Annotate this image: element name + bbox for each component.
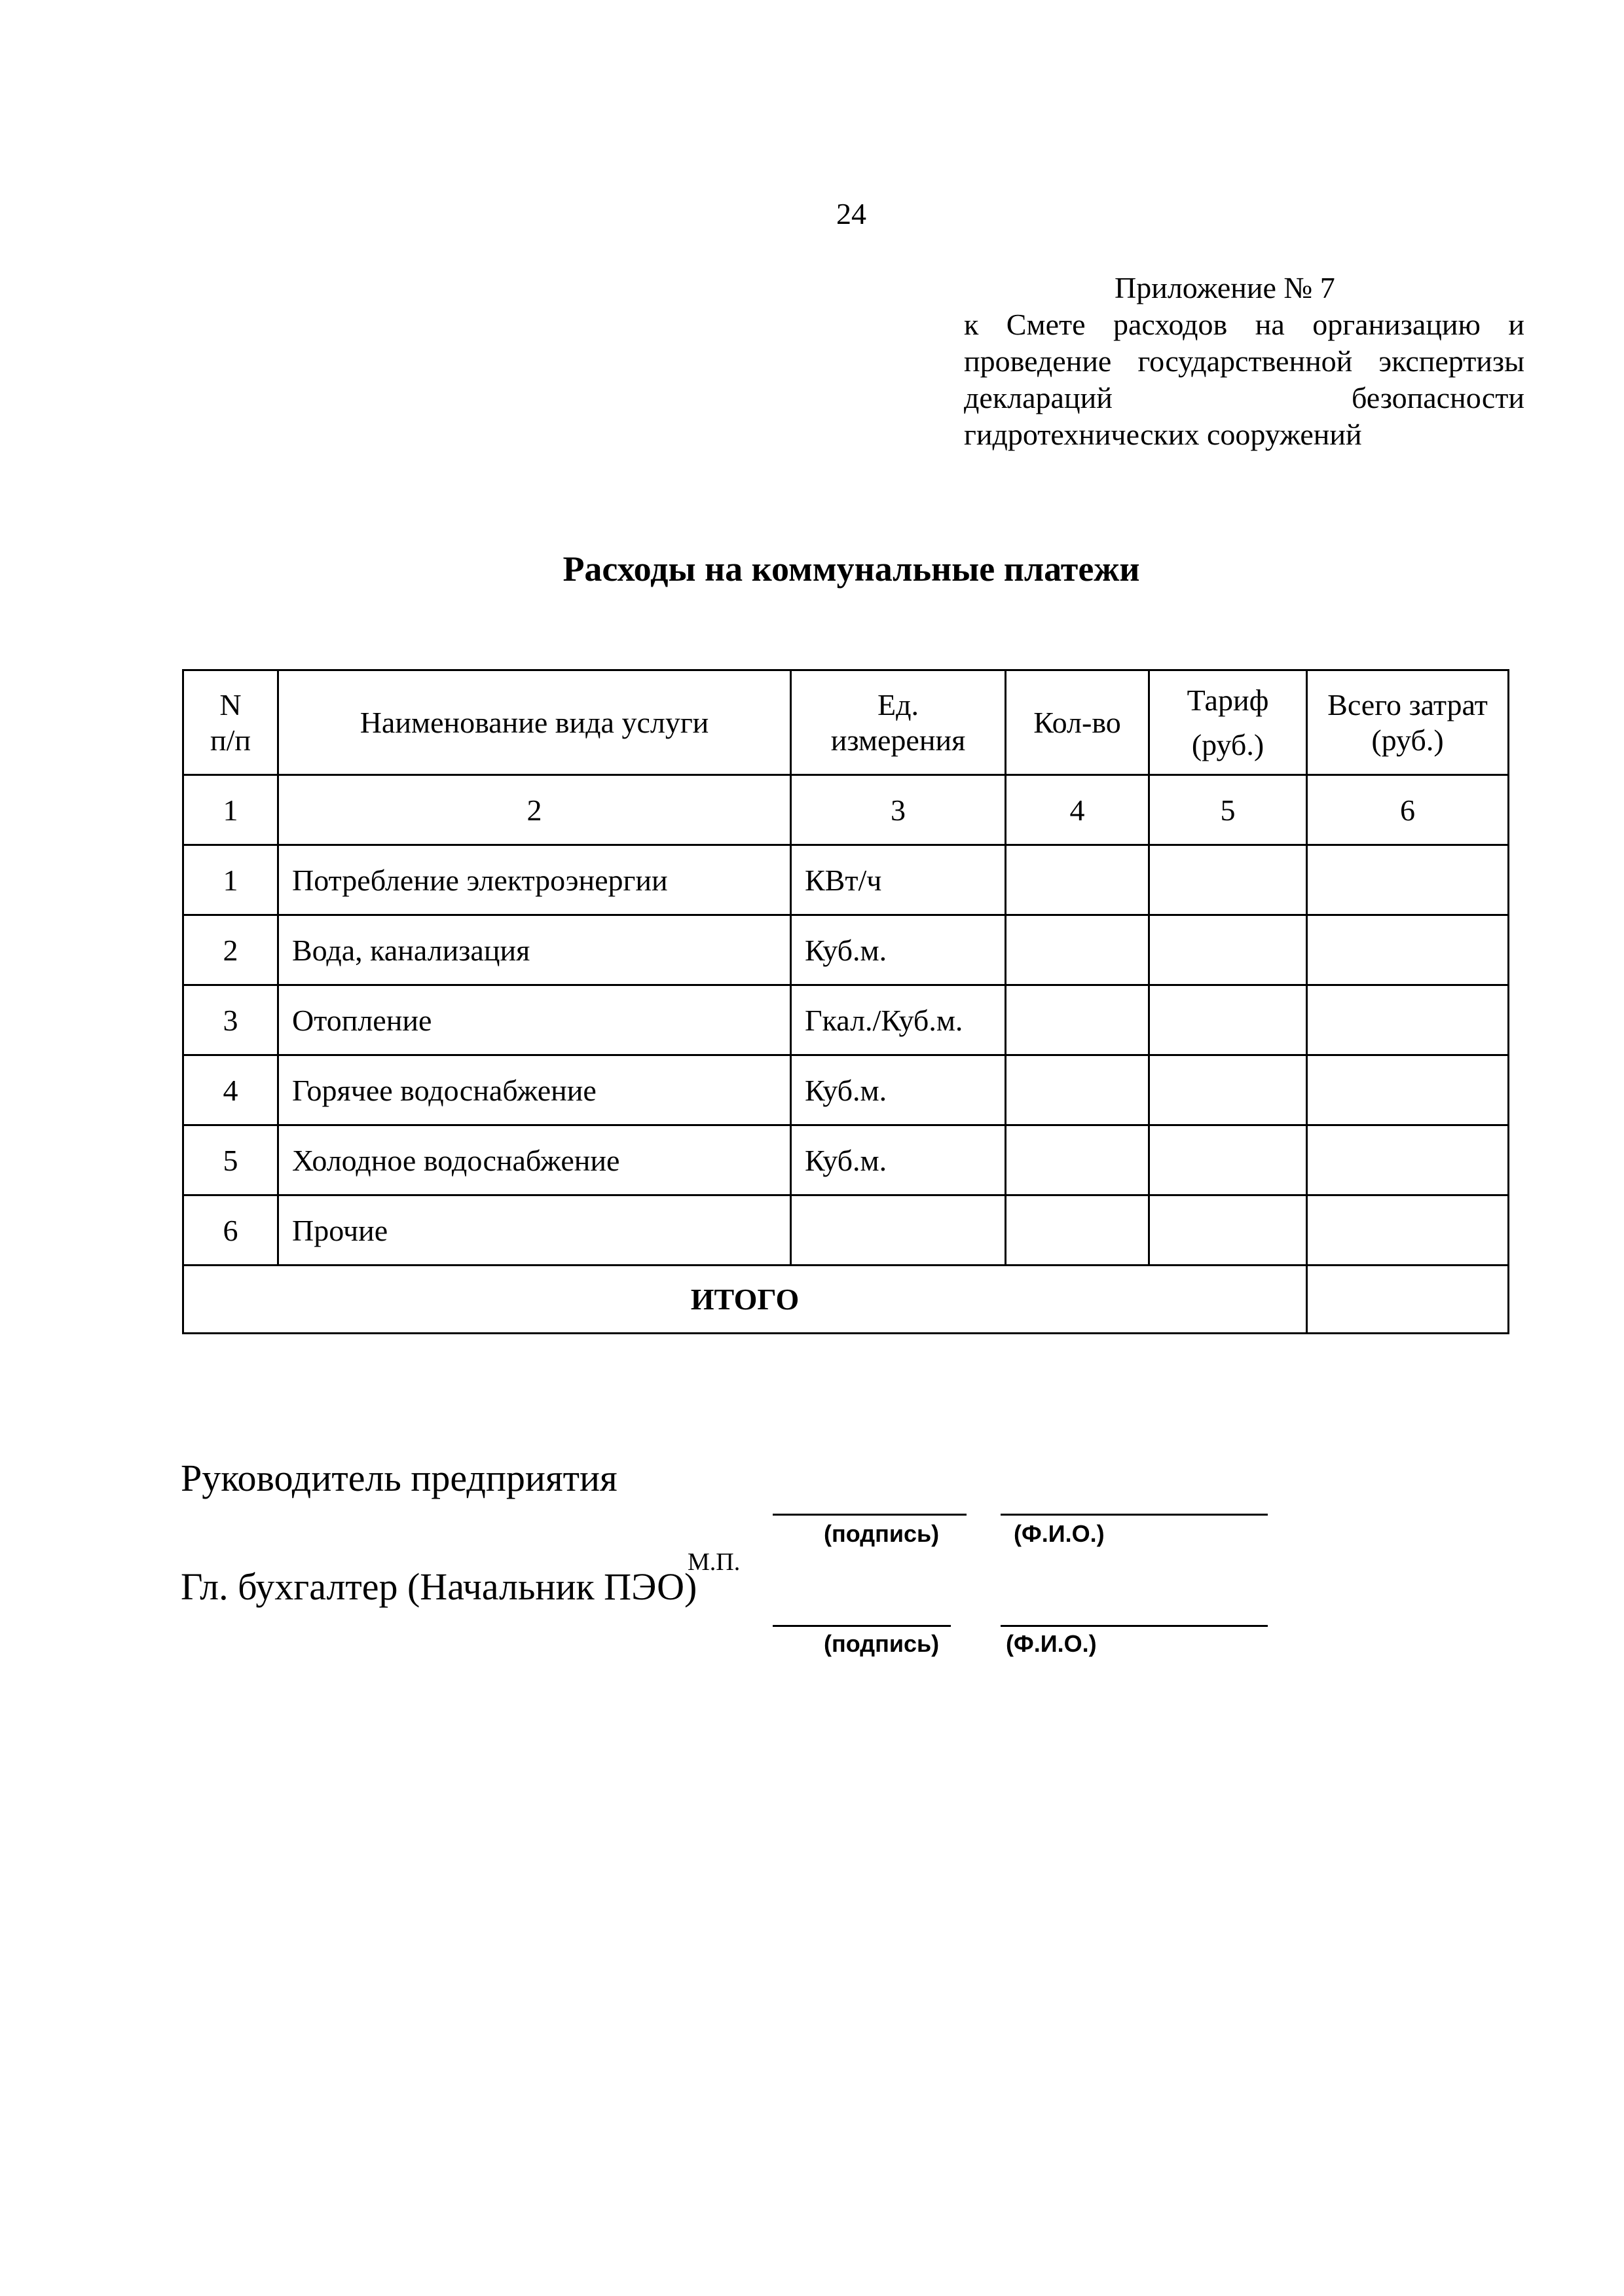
header-tariff (1149, 670, 1307, 775)
table-row (183, 1125, 1509, 1195)
table-row (183, 1055, 1509, 1125)
quantity-cell (1006, 915, 1149, 985)
unit-cell: Куб.м. (791, 915, 1006, 985)
row-number: 5 (183, 1125, 278, 1195)
table-row (183, 915, 1509, 985)
director-name-line (1001, 1514, 1268, 1516)
row-number: 6 (183, 1195, 278, 1266)
service-name: Отопление (278, 985, 791, 1055)
accountant-label: Гл. бухгалтер (Начальник ПЭО) (181, 1565, 697, 1608)
total-row (183, 1266, 1509, 1334)
unit-cell: КВт/ч (791, 845, 1006, 915)
header-total (1307, 670, 1509, 775)
quantity-cell (1006, 1195, 1149, 1266)
quantity-cell (1006, 1055, 1149, 1125)
unit-cell: Куб.м. (791, 1125, 1006, 1195)
header-number-line2: п/п (210, 723, 251, 757)
annex-line: проведение государственной экспертизы (964, 344, 1524, 378)
header-tariff-line2: (руб.) (1191, 727, 1264, 761)
row-number: 3 (183, 985, 278, 1055)
column-number: 1 (183, 775, 278, 845)
row-number: 2 (183, 915, 278, 985)
accountant-name-line (1001, 1625, 1268, 1627)
column-number: 6 (1307, 775, 1509, 845)
table-row (183, 985, 1509, 1055)
header-unit-line2: измерения (830, 723, 966, 757)
annex-line: к Смете расходов на организацию и (964, 308, 1524, 341)
service-name: Прочие (278, 1195, 791, 1266)
quantity-cell (1006, 985, 1149, 1055)
document-title: Расходы на коммунальные платежи (563, 549, 1140, 589)
table-row (183, 1195, 1509, 1266)
service-name: Потребление электроэнергии (278, 845, 791, 915)
header-total-line2: (руб.) (1371, 723, 1444, 757)
table-header-row (183, 670, 1509, 775)
director-label: Руководитель предприятия (181, 1457, 618, 1499)
total-cell (1307, 845, 1509, 915)
accountant-name-caption: (Ф.И.О.) (1006, 1630, 1097, 1657)
tariff-cell (1149, 915, 1307, 985)
column-number-row (183, 775, 1509, 845)
director-name-caption: (Ф.И.О.) (1014, 1520, 1105, 1547)
director-signature-caption: (подпись) (824, 1520, 940, 1547)
annex-line: гидротехнических сооружений (964, 418, 1362, 451)
expenses-table (182, 669, 1509, 1334)
accountant-signature-line (773, 1625, 951, 1627)
tariff-cell (1149, 845, 1307, 915)
grand-total-cell (1307, 1266, 1509, 1334)
service-name: Холодное водоснабжение (278, 1125, 791, 1195)
quantity-cell (1006, 1125, 1149, 1195)
quantity-cell (1006, 845, 1149, 915)
unit-cell: Куб.м. (791, 1055, 1006, 1125)
total-cell (1307, 1055, 1509, 1125)
column-number: 2 (278, 775, 791, 845)
header-unit-line1: Ед. (877, 687, 919, 721)
header-unit (791, 670, 1006, 775)
header-quantity: Кол-во (1006, 670, 1149, 775)
page-number: 24 (836, 197, 866, 230)
row-number: 1 (183, 845, 278, 915)
header-number (183, 670, 278, 775)
total-cell (1307, 1195, 1509, 1266)
unit-cell: Гкал./Куб.м. (791, 985, 1006, 1055)
total-cell (1307, 915, 1509, 985)
header-service-name: Наименование вида услуги (278, 670, 791, 775)
row-number: 4 (183, 1055, 278, 1125)
tariff-cell (1149, 1055, 1307, 1125)
annex-line: деклараций безопасности (964, 381, 1524, 414)
header-number-line1: N (219, 687, 242, 721)
accountant-signature-caption: (подпись) (824, 1630, 940, 1657)
annex-title: Приложение № 7 (1115, 271, 1335, 304)
tariff-cell (1149, 985, 1307, 1055)
tariff-cell (1149, 1125, 1307, 1195)
tariff-cell (1149, 1195, 1307, 1266)
column-number: 3 (791, 775, 1006, 845)
table-row (183, 845, 1509, 915)
total-label: ИТОГО (183, 1266, 1307, 1334)
annex-block (964, 270, 1524, 453)
stamp-label: М.П. (688, 1548, 741, 1576)
service-name: Вода, канализация (278, 915, 791, 985)
total-cell (1307, 985, 1509, 1055)
director-signature-line (773, 1514, 967, 1516)
unit-cell (791, 1195, 1006, 1266)
header-total-line1: Всего затрат (1327, 687, 1488, 721)
total-cell (1307, 1125, 1509, 1195)
column-number: 5 (1149, 775, 1307, 845)
column-number: 4 (1006, 775, 1149, 845)
service-name: Горячее водоснабжение (278, 1055, 791, 1125)
header-tariff-line1: Тариф (1187, 683, 1269, 717)
